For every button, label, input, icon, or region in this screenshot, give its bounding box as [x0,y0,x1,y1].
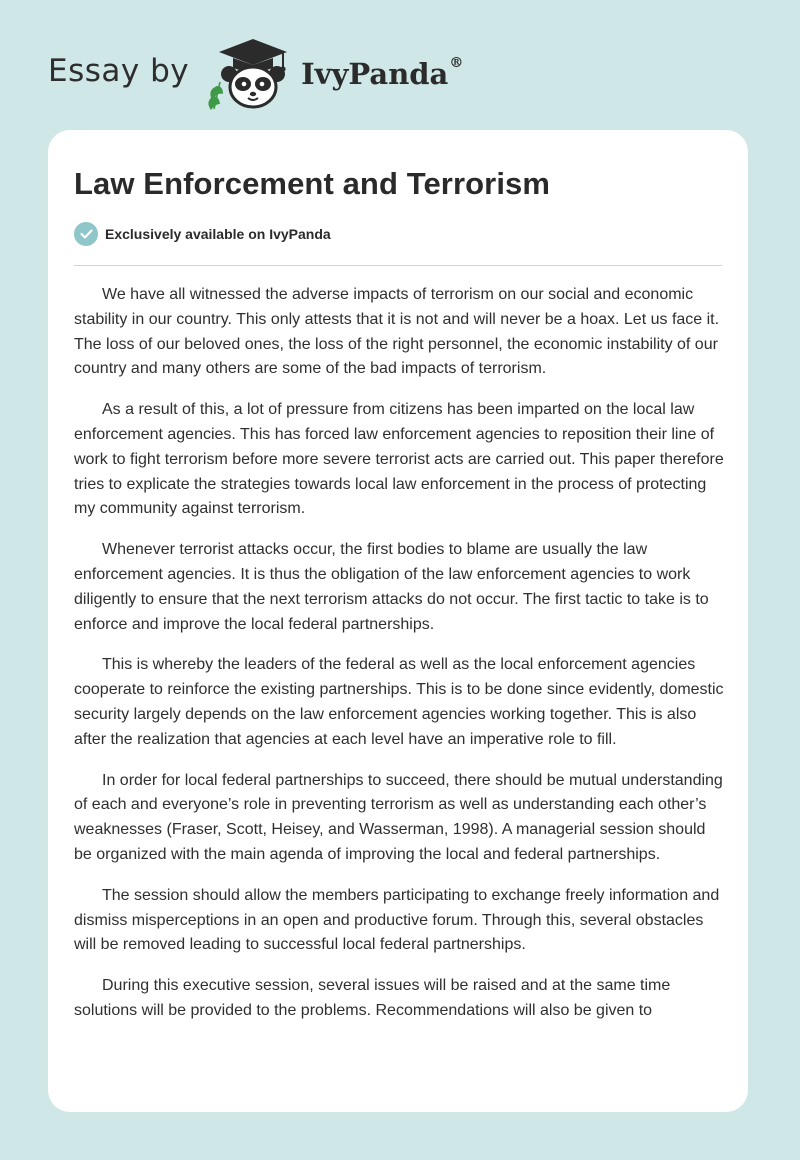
exclusive-badge-label: Exclusively available on IvyPanda [105,226,331,242]
brand-name: IvyPanda [301,57,449,91]
paragraph: The session should allow the members participating to exchange freely information and dismiss misperceptions in an open and productive forum. Through this, several obstacles will be removed leading to successful local federal partnerships. [74,886,720,954]
essay-body [74,283,724,1024]
paragraph: During this executive session, several issues will be raised and at the same time solutions will be provided to the problems. Recommendations will also be given to [74,977,671,1019]
divider [74,265,722,266]
paragraph: In order for local federal partnerships to succeed, there should be mutual understanding of each and everyone’s role in preventing terrorism as well as understanding each other’s weaknesses (Fraser, Scott, Heisey, and Wasserman, 1998). A managerial session should be organized with the main agenda of improving the local and federal partnerships. [74,771,723,863]
check-icon [74,222,98,246]
panda-mascot-icon [203,34,297,110]
paragraph: This is whereby the leaders of the federal as well as the local enforcement agencies cooperate to reinforce the existing partnerships. This is to be done since evidently, domestic security largely depends on the law enforcement agencies working together. This is also after the realization that agencies at each level have an imperative role to fill. [74,656,724,748]
paragraph: We have all witnessed the adverse impacts of terrorism on our social and economic stability in our country. This only attests that it is not and will never be a hoax. Let us face it. The loss of our beloved ones, the loss of the right personnel, the economic instability of our country and many others are some of the bad impacts of terrorism. [74,286,720,378]
paragraph: Whenever terrorist attacks occur, the first bodies to blame are usually the law enforcement agencies. It is thus the obligation of the law enforcement agencies to work diligently to ensure that the next terrorism attacks do not occur. The first tactic to take is to enforce and improve the local federal partnerships. [74,541,709,633]
essay-title: Law Enforcement and Terrorism [74,166,551,201]
ivypanda-brand[interactable] [301,57,463,91]
registered-mark: ® [449,55,464,71]
exclusive-badge [74,221,722,247]
essay-by-label: Essay by [48,53,190,89]
site-header [48,34,463,110]
paragraph: As a result of this, a lot of pressure from citizens has been imparted on the local law enforcement agencies. This has forced law enforcement agencies to reposition their line of work to fight terrorism before more severe terrorist acts are carried out. This paper therefore tries to explicate the strategies towards local law enforcement in the process of protecting my community against terrorism. [74,401,724,518]
essay-card [48,130,748,1112]
